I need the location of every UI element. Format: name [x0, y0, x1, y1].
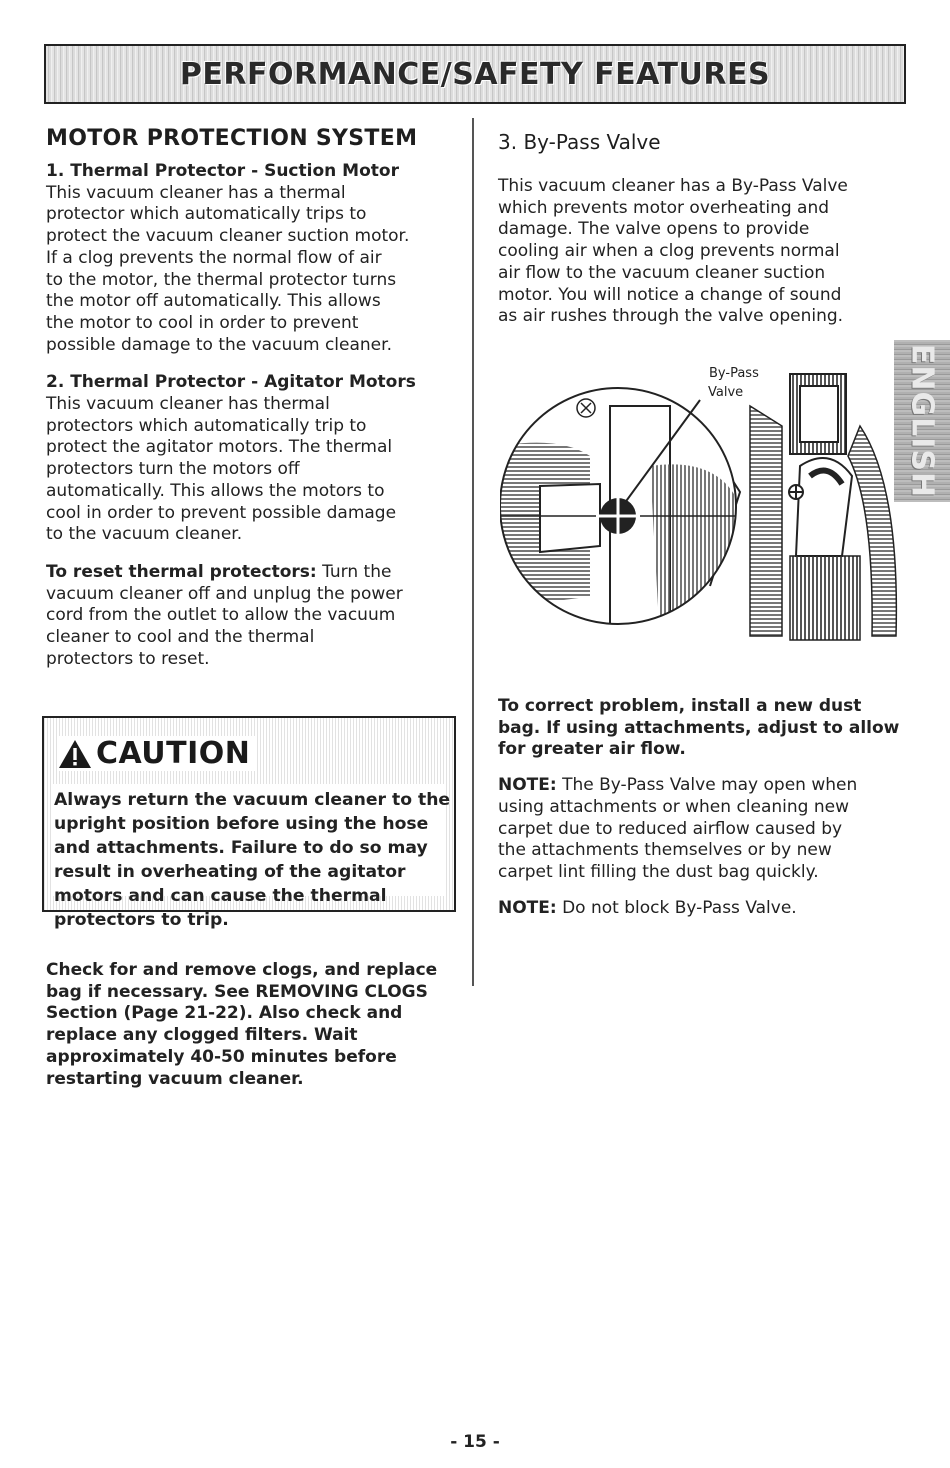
text-line: the motor to cool in order to prevent: [46, 312, 359, 333]
bypass-valve-illustration: [500, 366, 902, 642]
text-line: for greater air flow.: [498, 739, 686, 760]
text-line: protectors to reset.: [46, 648, 210, 669]
correct-problem-text: [498, 696, 908, 761]
text-line: Section (Page 21-22). Also check and: [46, 1003, 403, 1024]
text-line: to the motor, the thermal protector turns: [46, 269, 397, 290]
note-label: NOTE:: [498, 897, 557, 918]
note-bypass-open: [498, 775, 908, 884]
reset-first-line: Turn the: [316, 561, 392, 582]
text-line: restarting vacuum cleaner.: [46, 1068, 304, 1089]
vacuum-body: [740, 374, 898, 640]
bypass-valve-heading: 3. By-Pass Valve: [498, 130, 661, 154]
bypass-valve-intro: [498, 176, 908, 328]
text-line: air flow to the vacuum cleaner suction: [498, 262, 826, 283]
caution-box: [42, 716, 456, 930]
right-column: [498, 130, 908, 328]
clog-instructions: [46, 960, 466, 1090]
text-line: replace any clogged filters. Wait: [46, 1025, 358, 1046]
thermal-protector-suction-body: [46, 183, 456, 357]
text-line: damage. The valve opens to provide: [498, 219, 810, 240]
warning-icon: [58, 739, 92, 769]
text-line: possible damage to the vacuum cleaner.: [46, 334, 392, 355]
thermal-protector-agitator-body: [46, 394, 456, 546]
text-line: cord from the outlet to allow the vacuum: [46, 605, 396, 626]
caution-body: [52, 784, 451, 930]
text-line: cleaner to cool and the thermal: [46, 627, 315, 648]
text-line: To correct problem, install a new dust: [498, 696, 862, 716]
language-tab: [894, 340, 950, 502]
note-do-not-block: [498, 898, 908, 920]
thermal-protector-agitator-title: 2. Thermal Protector - Agitator Motors: [46, 372, 416, 393]
text-line: as air rushes through the valve opening.: [498, 306, 844, 327]
text-line: If a clog prevents the normal flow of air: [46, 247, 382, 268]
note-first-line: The By-Pass Valve may open when: [556, 775, 858, 796]
motor-protection-heading: MOTOR PROTECTION SYSTEM: [46, 126, 418, 151]
text-line: and attachments. Failure to do so may: [54, 838, 428, 858]
text-line: This vacuum cleaner has a thermal: [46, 182, 346, 203]
text-line: which prevents motor overheating and: [498, 197, 830, 218]
text-line: carpet due to reduced airflow caused by: [498, 818, 843, 839]
reset-instructions: [46, 562, 456, 671]
text-line: cooling air when a clog prevents normal: [498, 241, 840, 262]
text-line: cool in order to prevent possible damage: [46, 502, 397, 523]
page-number: - 15 -: [450, 1432, 500, 1452]
text-line: vacuum cleaner off and unplug the power: [46, 583, 403, 604]
text-line: approximately 40-50 minutes before: [46, 1046, 397, 1067]
note-label: NOTE:: [498, 775, 557, 796]
vacuum-diagram: [500, 366, 902, 642]
text-line: result in overheating of the agitator: [54, 862, 406, 882]
text-line: bag. If using attachments, adjust to allow: [498, 717, 900, 738]
note-text: Do not block By-Pass Valve.: [556, 897, 797, 918]
left-column: [46, 126, 456, 670]
reset-label: To reset thermal protectors:: [46, 561, 317, 582]
text-line: Always return the vacuum cleaner to the: [54, 790, 451, 810]
text-line: protectors to trip.: [54, 910, 229, 930]
text-line: motor. You will notice a change of sound: [498, 284, 842, 305]
text-line: the motor off automatically. This allows: [46, 291, 381, 312]
text-line: bag if necessary. See REMOVING CLOGS: [46, 981, 428, 1002]
caution-title: CAUTION: [96, 736, 251, 771]
text-line: the attachments themselves or by new: [498, 840, 832, 861]
section-title: PERFORMANCE/SAFETY FEATURES: [179, 56, 771, 92]
text-line: carpet lint filling the dust bag quickly.: [498, 861, 819, 882]
language-tab-label: ENGLISH: [904, 343, 940, 499]
right-lower-text: [498, 696, 908, 919]
text-line: Check for and remove clogs, and replace: [46, 960, 438, 980]
caution-header: [58, 736, 256, 771]
text-line: protector which automatically trips to: [46, 204, 367, 225]
figure-label-valve: Valve: [708, 385, 744, 400]
thermal-protector-suction-title: 1. Thermal Protector - Suction Motor: [46, 161, 399, 181]
text-line: This vacuum cleaner has a By-Pass Valve: [498, 176, 848, 196]
text-line: to the vacuum cleaner.: [46, 524, 243, 545]
text-line: motors and can cause the thermal: [54, 886, 387, 906]
text-line: protectors turn the motors off: [46, 459, 300, 480]
text-line: protect the agitator motors. The thermal: [46, 437, 393, 458]
column-divider: [472, 118, 474, 986]
text-line: automatically. This allows the motors to: [46, 480, 385, 501]
text-line: using attachments or when cleaning new: [498, 796, 849, 817]
text-line: protect the vacuum cleaner suction motor.: [46, 226, 410, 247]
figure-label-bypass: By-Pass: [709, 366, 759, 381]
section-banner: [44, 44, 906, 104]
text-line: upright position before using the hose: [54, 814, 429, 834]
text-line: protectors which automatically trip to: [46, 415, 367, 436]
text-line: This vacuum cleaner has thermal: [46, 394, 330, 415]
